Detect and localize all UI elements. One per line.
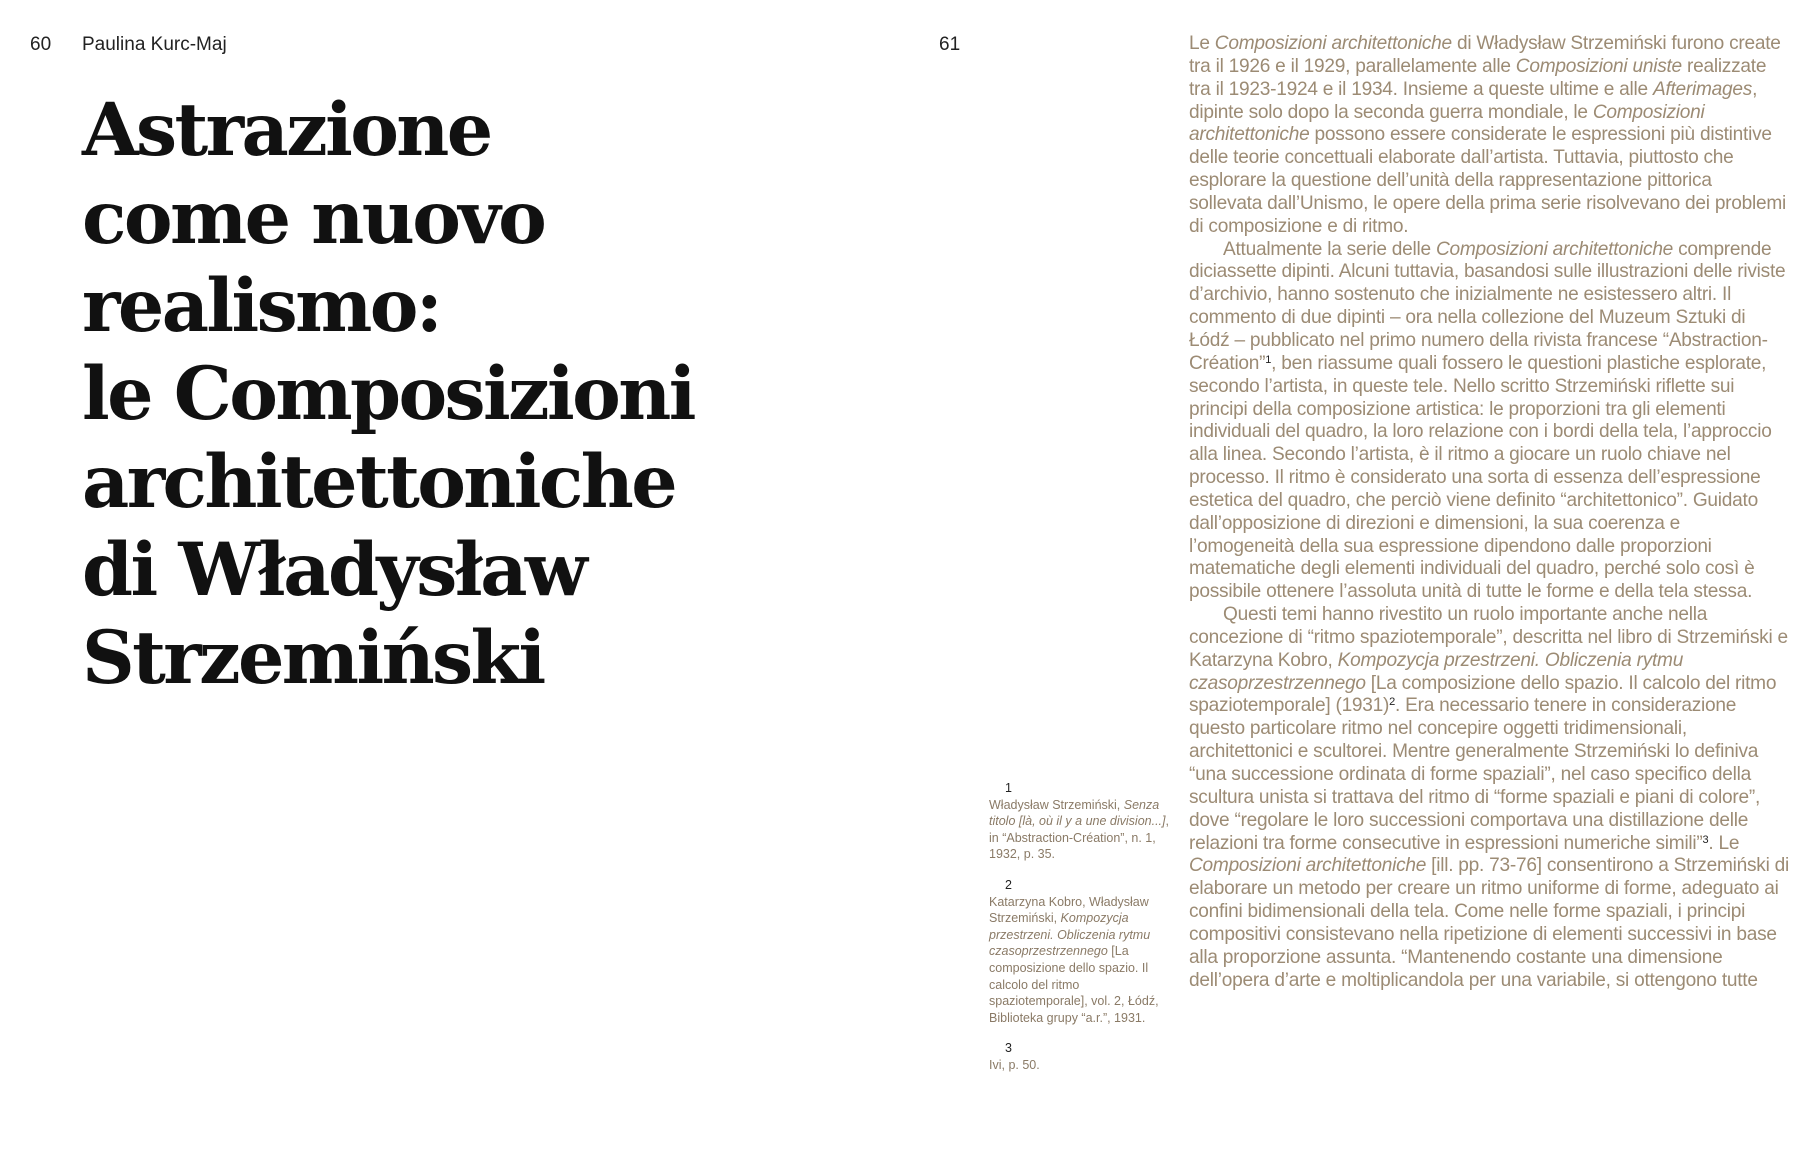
footnotes-column	[989, 780, 1179, 1088]
body-paragraph	[1189, 239, 1789, 605]
text-run: [La composizione dello spazio. Il calcolo del ritmo spaziotemporale] (1931)	[1189, 672, 1777, 717]
footnote-number: 1	[1005, 781, 1012, 795]
text-run: [ill. pp. 73-76] consentirono a Strzemiński di elaborare un metodo per creare un ritmo uniforme di forme, adeguato ai confini bidimensionali della tela. Come nelle forme spaziali, i principi compositivi consistevano nella ripetizione di elementi successivi in base alla proporzione assunta. “Mantenendo costante una dimensione dell’opera d’arte e moltiplicandola per una variabile, si ottengono tutte	[1189, 855, 1789, 991]
text-run: Władysław Strzemiński,	[989, 797, 1124, 812]
title-line: le Composizioni	[82, 351, 694, 437]
body-text	[1189, 33, 1789, 992]
footnote-ref: 2	[1389, 696, 1396, 709]
italic-text: Afterimages	[1652, 78, 1753, 100]
chapter-title	[82, 86, 882, 702]
footnote-number: 3	[1005, 1041, 1012, 1056]
footnote	[989, 877, 1179, 1026]
text-run: . Era necessario tenere in considerazione questo particolare ritmo nel concepire oggetti tridimensionali, architettonici e scultorei. Mentre generalmente Strzemiński lo definiva “una successione ordinata di forme spaziali”, nel caso specifico della scultura unista si trattava del ritmo di “forme spaziali e piani di colore”, dove “regolare le loro successioni comportava una distillazione delle relazioni tra forme consecutive in espressioni numeriche simili”	[1189, 695, 1761, 854]
italic-text: Composizioni architettoniche	[1189, 101, 1705, 146]
body-paragraph	[1189, 33, 1789, 239]
title-line: Astrazione	[82, 87, 491, 173]
text-run: realizzate tra il 1923-1924 e il 1934. Insieme a queste ultime e alle	[1189, 55, 1767, 100]
page-number-left: 60	[30, 34, 52, 55]
italic-text: Senza titolo [là, où il y a une division...]	[989, 797, 1166, 829]
running-head-author: Paulina Kurc-Maj	[82, 34, 227, 55]
text-run: , dipinte solo dopo la seconda guerra mondiale, le	[1189, 78, 1758, 123]
title-line: architettoniche	[82, 439, 676, 525]
text-run: , ben riassume quali fossero le questioni plastiche esplorate, secondo l’artista, in queste tele. Nello scritto Strzemiński riflette sui principi della composizione artistica: le proporzioni tra gli elementi individuali del quadro, la loro relazione con i bordi della tela, l’approccio alla linea. Secondo l’artista, è il ritmo a giocare un ruolo chiave nel processo. Il ritmo è considerato una sorta di essenza dell’espressione estetica del quadro, che perciò viene definito “architettonico”. Guidato dall’opposizione di direzioni e dimensioni, la sua coerenza e l’omogeneità della sua espressione dipendono dalle proporzioni matematiche degli elementi individuali del quadro, perché solo così è possibile ottenere l’assoluta unità di tutte le forme e della tela stessa.	[1189, 352, 1772, 603]
footnote-ref: 3	[1702, 833, 1709, 846]
text-run: comprende diciassette dipinti. Alcuni tuttavia, basandosi sulle illustrazioni delle riviste d’archivio, hanno sostenuto che inizialmente ne esistessero altri. Il commento di due dipinti – ora nella collezione del Muzeum Sztuki di Łódź – pubblicato nel primo numero della rivista francese “Abstraction-Création”	[1189, 238, 1786, 374]
text-run: Le	[1189, 33, 1215, 54]
footnote-text	[989, 797, 1179, 863]
title-line: come nuovo	[82, 175, 545, 261]
text-run: , in “Abstraction-Création”, n. 1, 1932, p. 35.	[989, 814, 1169, 862]
footnote-text	[989, 894, 1179, 1027]
italic-text: Kompozycja przestrzeni. Obliczenia rytmu czasoprzestrzennego	[989, 911, 1151, 959]
page-number-right: 61	[939, 34, 961, 55]
italic-text: Kompozycja przestrzeni. Obliczenia rytmu czasoprzestrzennego	[1189, 649, 1684, 694]
text-run: Attualmente la serie delle	[1223, 238, 1436, 260]
footnote-text	[989, 1057, 1179, 1074]
italic-text: Composizioni architettoniche	[1189, 855, 1427, 877]
footnote-ref: 1	[1265, 353, 1272, 366]
footnote	[989, 780, 1179, 863]
body-paragraph	[1189, 604, 1789, 992]
footnote-number: 2	[1005, 877, 1012, 892]
text-run: possono essere considerate le espressioni più distintive delle teorie concettuali elaborate dall’artista. Tuttavia, piuttosto che esplorare la questione dell’unità della rappresentazione pittorica sollevata dall’Unismo, le opere della prima serie risolvevano dei problemi di composizione e di ritmo.	[1189, 124, 1787, 237]
text-run: Katarzyna Kobro, Władysław Strzemiński,	[989, 894, 1149, 926]
text-run: di Władysław Strzemiński furono create tra il 1926 e il 1929, parallelamente alle	[1189, 33, 1781, 77]
footnote	[989, 1040, 1179, 1073]
italic-text: Composizioni uniste	[1515, 55, 1682, 77]
right-page	[900, 0, 1800, 1167]
title-line: di Władysław	[82, 527, 586, 613]
text-run: . Le	[1708, 832, 1740, 854]
title-line: realismo:	[82, 263, 441, 349]
title-line: Strzemiński	[82, 615, 544, 701]
text-run: [La composizione dello spazio. Il calcolo del ritmo spaziotemporale], vol. 2, Łódź, Biblioteka grupy “a.r.”, 1931.	[989, 944, 1159, 1025]
italic-text: Composizioni architettoniche	[1435, 238, 1674, 260]
text-run: Questi temi hanno rivestito un ruolo importante anche nella concezione di “ritmo spaziotemporale”, descritta nel libro di Strzemiński e Katarzyna Kobro,	[1189, 604, 1788, 671]
italic-text: Composizioni architettoniche	[1214, 33, 1452, 54]
text-run: Ivi, p. 50.	[989, 1057, 1040, 1072]
